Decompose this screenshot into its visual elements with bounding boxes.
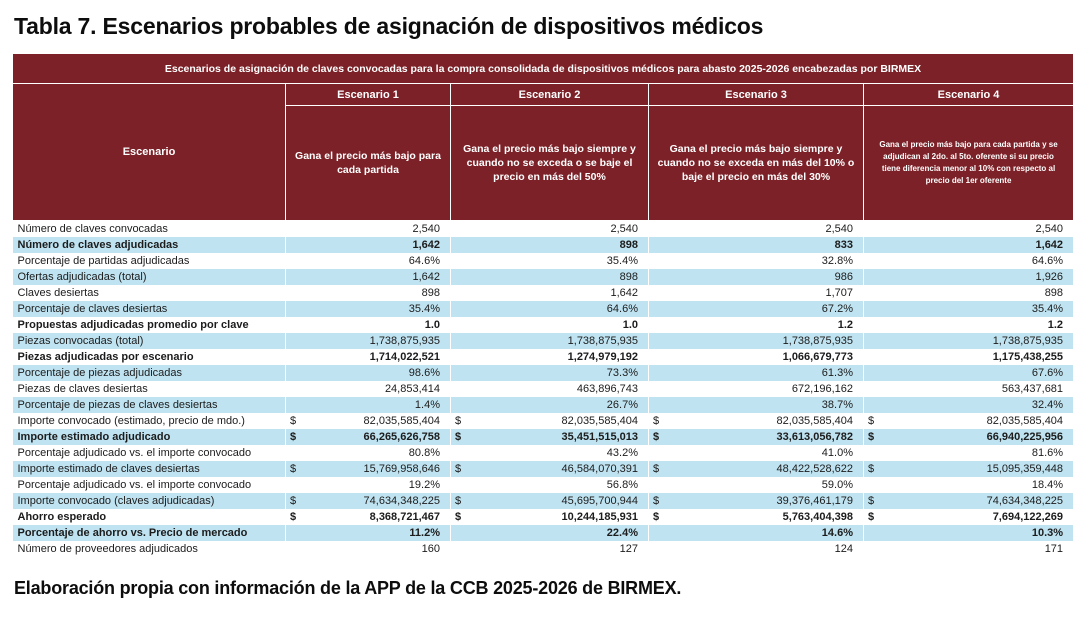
scenario-label-row — [13, 84, 1074, 106]
cell-value: 463,896,743 — [451, 381, 649, 397]
cell-value — [286, 429, 451, 445]
currency-symbol: $ — [455, 495, 462, 507]
col-description-escenario-2: Gana el precio más bajo siempre y cuando no se exceda o se baje el precio en más del 50% — [451, 106, 649, 221]
amount: 82,035,585,404 — [561, 415, 638, 427]
table-row — [13, 237, 1074, 253]
cell-value: 64.6% — [864, 253, 1074, 269]
currency-symbol: $ — [455, 415, 462, 427]
cell-value: 2,540 — [864, 221, 1074, 238]
currency-symbol: $ — [653, 495, 660, 507]
table-header — [13, 54, 1074, 221]
cell-value: 1,274,979,192 — [451, 349, 649, 365]
cell-value: 98.6% — [286, 365, 451, 381]
cell-value — [451, 461, 649, 477]
table-row — [13, 365, 1074, 381]
cell-value: 22.4% — [451, 525, 649, 541]
cell-value: 35.4% — [286, 301, 451, 317]
cell-value: 1.0 — [451, 317, 649, 333]
cell-value: 1,738,875,935 — [864, 333, 1074, 349]
cell-value: 1,738,875,935 — [286, 333, 451, 349]
cell-value: 38.7% — [649, 397, 864, 413]
row-label: Porcentaje de partidas adjudicadas — [13, 253, 286, 269]
col-header-escenario-3: Escenario 3 — [649, 84, 864, 106]
cell-value: 43.2% — [451, 445, 649, 461]
currency-symbol: $ — [290, 431, 297, 443]
currency-symbol: $ — [290, 415, 297, 427]
source-note: Elaboración propia con información de la APP de la CCB 2025-2026 de BIRMEX. — [14, 578, 682, 598]
table-row — [13, 253, 1074, 269]
cell-value — [649, 429, 864, 445]
table-row — [13, 333, 1074, 349]
amount: 82,035,585,404 — [776, 415, 853, 427]
cell-value: 898 — [286, 285, 451, 301]
currency-symbol: $ — [653, 511, 660, 523]
cell-value: 1,642 — [286, 237, 451, 253]
col-description-escenario-1: Gana el precio más bajo para cada partida — [286, 106, 451, 221]
table-row — [13, 397, 1074, 413]
row-label: Porcentaje de ahorro vs. Precio de mercado — [13, 525, 286, 541]
cell-value: 160 — [286, 541, 451, 557]
cell-value: 2,540 — [286, 221, 451, 238]
amount: 5,763,404,398 — [782, 511, 853, 523]
cell-value — [649, 509, 864, 525]
cell-value: 35.4% — [864, 301, 1074, 317]
amount: 33,613,056,782 — [776, 431, 853, 443]
cell-value: 986 — [649, 269, 864, 285]
table-row — [13, 525, 1074, 541]
amount: 48,422,528,622 — [776, 463, 853, 475]
cell-value: 1,926 — [864, 269, 1074, 285]
currency-symbol: $ — [868, 495, 875, 507]
row-label: Número de claves adjudicadas — [13, 237, 286, 253]
row-label: Importe estimado de claves desiertas — [13, 461, 286, 477]
amount: 39,376,461,179 — [776, 495, 853, 507]
currency-symbol: $ — [653, 415, 660, 427]
cell-value — [451, 413, 649, 429]
cell-value: 61.3% — [649, 365, 864, 381]
cell-value — [649, 413, 864, 429]
row-label: Propuestas adjudicadas promedio por clave — [13, 317, 286, 333]
cell-value — [286, 493, 451, 509]
cell-value: 35.4% — [451, 253, 649, 269]
cell-value — [451, 509, 649, 525]
cell-value — [649, 461, 864, 477]
currency-symbol: $ — [653, 463, 660, 475]
row-label: Importe convocado (estimado, precio de mdo.) — [13, 413, 286, 429]
table-row — [13, 477, 1074, 493]
row-label: Claves desiertas — [13, 285, 286, 301]
cell-value: 2,540 — [451, 221, 649, 238]
amount: 8,368,721,467 — [369, 511, 440, 523]
cell-value: 56.8% — [451, 477, 649, 493]
table-row — [13, 509, 1074, 525]
amount: 66,940,225,956 — [986, 431, 1064, 443]
cell-value — [286, 413, 451, 429]
table-row — [13, 221, 1074, 238]
amount: 66,265,626,758 — [363, 431, 440, 443]
col-description-escenario-3: Gana el precio más bajo siempre y cuando no se exceda en más del 10% o baje el precio en más del 30% — [649, 106, 864, 221]
cell-value: 1,738,875,935 — [451, 333, 649, 349]
table-banner: Escenarios de asignación de claves convocadas para la compra consolidada de dispositivos médicos para abasto 2025-2026 encabezadas por BIRMEX — [13, 54, 1074, 84]
row-label: Importe estimado adjudicado — [13, 429, 286, 445]
cell-value: 563,437,681 — [864, 381, 1074, 397]
table-row — [13, 429, 1074, 445]
currency-symbol: $ — [868, 511, 875, 523]
cell-value: 672,196,162 — [649, 381, 864, 397]
cell-value: 81.6% — [864, 445, 1074, 461]
amount: 74,634,348,225 — [986, 495, 1064, 507]
cell-value — [864, 413, 1074, 429]
row-label: Porcentaje de claves desiertas — [13, 301, 286, 317]
page-title: Tabla 7. Escenarios probables de asignación de dispositivos médicos — [14, 13, 764, 39]
table-row — [13, 301, 1074, 317]
banner-row — [13, 54, 1074, 84]
currency-symbol: $ — [290, 495, 297, 507]
amount: 46,584,070,391 — [561, 463, 638, 475]
cell-value: 59.0% — [649, 477, 864, 493]
table-row — [13, 461, 1074, 477]
amount: 82,035,585,404 — [363, 415, 440, 427]
cell-value: 1.2 — [864, 317, 1074, 333]
cell-value: 24,853,414 — [286, 381, 451, 397]
amount: 10,244,185,931 — [561, 511, 638, 523]
cell-value: 19.2% — [286, 477, 451, 493]
cell-value: 1.2 — [649, 317, 864, 333]
cell-value — [864, 429, 1074, 445]
cell-value: 64.6% — [451, 301, 649, 317]
cell-value: 898 — [451, 237, 649, 253]
amount: 82,035,585,404 — [986, 415, 1064, 427]
row-label: Porcentaje de piezas adjudicadas — [13, 365, 286, 381]
currency-symbol: $ — [455, 431, 462, 443]
cell-value: 171 — [864, 541, 1074, 557]
cell-value — [286, 461, 451, 477]
cell-value — [451, 429, 649, 445]
currency-symbol: $ — [868, 431, 875, 443]
cell-value: 1,175,438,255 — [864, 349, 1074, 365]
cell-value — [649, 493, 864, 509]
amount: 15,769,958,646 — [363, 463, 440, 475]
cell-value: 1,066,679,773 — [649, 349, 864, 365]
row-label: Porcentaje adjudicado vs. el importe convocado — [13, 445, 286, 461]
cell-value: 124 — [649, 541, 864, 557]
table-row — [13, 541, 1074, 557]
cell-value: 1,738,875,935 — [649, 333, 864, 349]
table-body — [13, 221, 1074, 558]
currency-symbol: $ — [653, 431, 660, 443]
row-label: Número de proveedores adjudicados — [13, 541, 286, 557]
currency-symbol: $ — [290, 463, 297, 475]
col-header-escenario-1: Escenario 1 — [286, 84, 451, 106]
cell-value: 67.6% — [864, 365, 1074, 381]
row-label: Ahorro esperado — [13, 509, 286, 525]
cell-value: 833 — [649, 237, 864, 253]
currency-symbol: $ — [290, 511, 297, 523]
cell-value: 1,707 — [649, 285, 864, 301]
cell-value — [451, 493, 649, 509]
cell-value: 1,642 — [451, 285, 649, 301]
table-row — [13, 269, 1074, 285]
row-label: Número de claves convocadas — [13, 221, 286, 238]
amount: 45,695,700,944 — [561, 495, 638, 507]
cell-value: 14.6% — [649, 525, 864, 541]
cell-value: 898 — [451, 269, 649, 285]
cell-value: 67.2% — [649, 301, 864, 317]
table-row — [13, 413, 1074, 429]
cell-value: 1,642 — [864, 237, 1074, 253]
cell-value — [864, 509, 1074, 525]
cell-value: 41.0% — [649, 445, 864, 461]
table-row — [13, 349, 1074, 365]
row-label: Ofertas adjudicadas (total) — [13, 269, 286, 285]
table-row — [13, 493, 1074, 509]
currency-symbol: $ — [455, 511, 462, 523]
cell-value: 64.6% — [286, 253, 451, 269]
cell-value — [286, 509, 451, 525]
cell-value: 18.4% — [864, 477, 1074, 493]
table-row — [13, 381, 1074, 397]
row-label: Piezas de claves desiertas — [13, 381, 286, 397]
cell-value: 127 — [451, 541, 649, 557]
currency-symbol: $ — [868, 463, 875, 475]
cell-value: 898 — [864, 285, 1074, 301]
amount: 35,451,515,013 — [561, 431, 638, 443]
row-label: Piezas convocadas (total) — [13, 333, 286, 349]
row-header-escenario: Escenario — [13, 84, 286, 221]
row-label: Porcentaje adjudicado vs. el importe convocado — [13, 477, 286, 493]
row-label: Piezas adjudicadas por escenario — [13, 349, 286, 365]
cell-value: 1.0 — [286, 317, 451, 333]
row-label: Importe convocado (claves adjudicadas) — [13, 493, 286, 509]
cell-value: 80.8% — [286, 445, 451, 461]
table-row — [13, 285, 1074, 301]
cell-value: 1,714,022,521 — [286, 349, 451, 365]
col-description-escenario-4: Gana el precio más bajo para cada partida y se adjudican al 2do. al 5to. oferente si su precio tiene diferencia menor al 10% con respecto al precio del 1er oferente — [864, 106, 1074, 221]
col-header-escenario-2: Escenario 2 — [451, 84, 649, 106]
cell-value: 32.8% — [649, 253, 864, 269]
table-row — [13, 317, 1074, 333]
amount: 7,694,122,269 — [992, 511, 1064, 523]
row-label: Porcentaje de piezas de claves desiertas — [13, 397, 286, 413]
amount: 15,095,359,448 — [986, 463, 1064, 475]
currency-symbol: $ — [868, 415, 875, 427]
amount: 74,634,348,225 — [363, 495, 440, 507]
currency-symbol: $ — [455, 463, 462, 475]
cell-value: 2,540 — [649, 221, 864, 238]
cell-value: 32.4% — [864, 397, 1074, 413]
cell-value: 1.4% — [286, 397, 451, 413]
cell-value: 73.3% — [451, 365, 649, 381]
col-header-escenario-4: Escenario 4 — [864, 84, 1074, 106]
table-row — [13, 445, 1074, 461]
cell-value: 11.2% — [286, 525, 451, 541]
cell-value: 26.7% — [451, 397, 649, 413]
scenarios-table — [12, 53, 1074, 557]
cell-value: 1,642 — [286, 269, 451, 285]
cell-value — [864, 493, 1074, 509]
cell-value — [864, 461, 1074, 477]
cell-value: 10.3% — [864, 525, 1074, 541]
